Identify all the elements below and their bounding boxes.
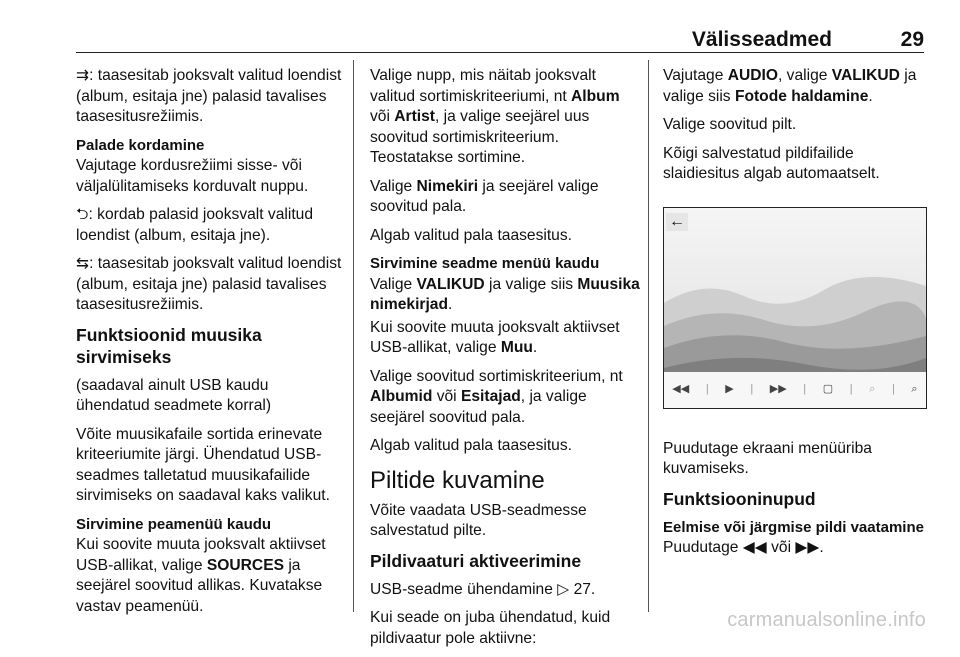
sources-paragraph: Kui soovite muuta jooksvalt aktiivset USB-allikat, valige SOURCES ja seejärel soovitud allikas. Kuvatakse vastav peamenüü. bbox=[76, 536, 326, 615]
repeat-off-icon: ⇆ bbox=[76, 255, 90, 272]
prev-next-paragraph: Puudutage ◀◀ või ▶▶. bbox=[663, 538, 928, 559]
zoom-out-icon[interactable]: ⌕ bbox=[869, 383, 876, 396]
section-title: Välisseadmed bbox=[691, 28, 832, 51]
list-paragraph: Valige Nimekiri ja seejärel valige soovitud pala. bbox=[370, 177, 599, 215]
music-lists-paragraph: Valige VALIKUD ja valige siis Muusika nimekirjad. bbox=[370, 275, 640, 313]
column-divider-2 bbox=[648, 60, 649, 612]
popup-menu-heading: Sirvimine peamenüü kaudu bbox=[76, 515, 272, 533]
control-separator: | bbox=[803, 383, 807, 396]
sort-select-paragraph: Valige nupp, mis näitab jooksvalt valitud sortimiskriteeriumi, nt Album või Artist, ja valige seejärel uus soovitud sortimiskriteerium. Teostatakse sortimine. bbox=[370, 67, 620, 166]
other-source-paragraph: Kui soovite muuta jooksvalt aktiivset USB-allikat, valige Muu. bbox=[370, 318, 620, 356]
function-buttons-heading: Funktsiooninupud bbox=[663, 488, 816, 509]
select-picture-paragraph: Valige soovitud pilt. bbox=[663, 116, 797, 133]
slideshow-paragraph: Kõigi salvestatud pildifailide slaidiesitus algab automaatselt. bbox=[663, 144, 880, 182]
column-1 bbox=[76, 66, 344, 625]
repeat-on-paragraph: ⮌: kordab palasid jooksvalt valitud loendist (album, esitaja jne). bbox=[76, 206, 314, 244]
menu-bar-paragraph: Puudutage ekraani menüüriba kuvamiseks. bbox=[663, 439, 872, 477]
shuffle-off-icon: ⇉ bbox=[76, 67, 90, 84]
fit-screen-icon[interactable]: ▢ bbox=[822, 383, 834, 396]
usb-connect-paragraph: USB-seadme ühendamine ▷ 27. bbox=[370, 580, 642, 601]
control-separator: | bbox=[705, 383, 709, 396]
criteria-paragraph: Valige soovitud sortimiskriteerium, nt Albumid või Esitajad, ja valige seejärel soovitud pala. bbox=[370, 367, 623, 426]
viewer-inactive-paragraph: Kui seade on juba ühendatud, kuid pildivaatur pole aktiivne: bbox=[370, 609, 611, 647]
sort-paragraph: Võite muusikafaile sortida erinevate kriteeriumite järgi. Ühendatud USB-seadmes talletatud muusikafailide sirvimiseks on saadaval kaks valikut. bbox=[76, 425, 330, 504]
shuffle-paragraph: ⇉: taasesitab jooksvalt valitud loendist (album, esitaja jne) palasid tavalises taasesitusrežiimis. bbox=[76, 67, 342, 125]
control-separator: | bbox=[750, 383, 754, 396]
page-header bbox=[76, 26, 924, 53]
usb-only-note: (saadaval ainult USB kaudu ühendatud seadmete korral) bbox=[76, 376, 272, 414]
previous-icon: ◀◀ bbox=[742, 539, 767, 556]
zoom-in-icon[interactable]: ⌕ bbox=[911, 383, 918, 396]
photo-manage-paragraph: Vajutage AUDIO, valige VALIKUD ja valige siis Fotode haldamine. bbox=[663, 67, 917, 105]
repeat-icon: ⮌ bbox=[76, 206, 89, 223]
next-picture-button[interactable]: ▶▶ bbox=[769, 383, 787, 396]
repeat-paragraph: Vajutage kordusrežiimi sisse- või väljalülitamiseks korduvalt nuppu. bbox=[76, 157, 309, 195]
control-separator: | bbox=[849, 383, 853, 396]
pictures-paragraph: Võite vaadata USB-seadmesse salvestatud pilte. bbox=[370, 501, 587, 539]
column-divider-1 bbox=[353, 60, 354, 612]
viewer-control-bar bbox=[664, 372, 926, 408]
page-reference-icon: ▷ bbox=[557, 580, 570, 598]
picture-viewer-screen bbox=[663, 207, 927, 409]
back-arrow-icon[interactable]: ← bbox=[666, 213, 688, 231]
control-separator: | bbox=[891, 383, 895, 396]
repeat-off-paragraph: ⇆: taasesitab jooksvalt valitud loendist (album, esitaja jne) palasid tavalises taasesitusrežiimis. bbox=[76, 255, 342, 313]
pictures-heading: Piltide kuvamine bbox=[370, 466, 545, 494]
playback-start-paragraph-2: Algab valitud pala taasesitus. bbox=[370, 437, 572, 454]
functions-heading: Funktsioonid muusika sirvimiseks bbox=[76, 324, 262, 367]
watermark: carmanualsonline.info bbox=[727, 609, 926, 631]
column-2 bbox=[370, 66, 642, 657]
playback-start-paragraph: Algab valitud pala taasesitus. bbox=[370, 226, 572, 244]
viewer-heading: Pildivaaturi aktiveerimine bbox=[370, 550, 582, 571]
prev-next-heading: Eelmise või järgmise pildi vaatamine bbox=[663, 518, 924, 536]
device-menu-heading: Sirvimine seadme menüü kaudu bbox=[370, 255, 600, 272]
previous-picture-button[interactable]: ◀◀ bbox=[672, 383, 690, 396]
next-icon: ▶▶ bbox=[795, 539, 820, 556]
play-button[interactable]: ▶ bbox=[725, 383, 734, 396]
page-number: 29 bbox=[900, 28, 924, 51]
repeat-heading: Palade kordamine bbox=[76, 136, 205, 154]
column-3 bbox=[663, 66, 928, 567]
